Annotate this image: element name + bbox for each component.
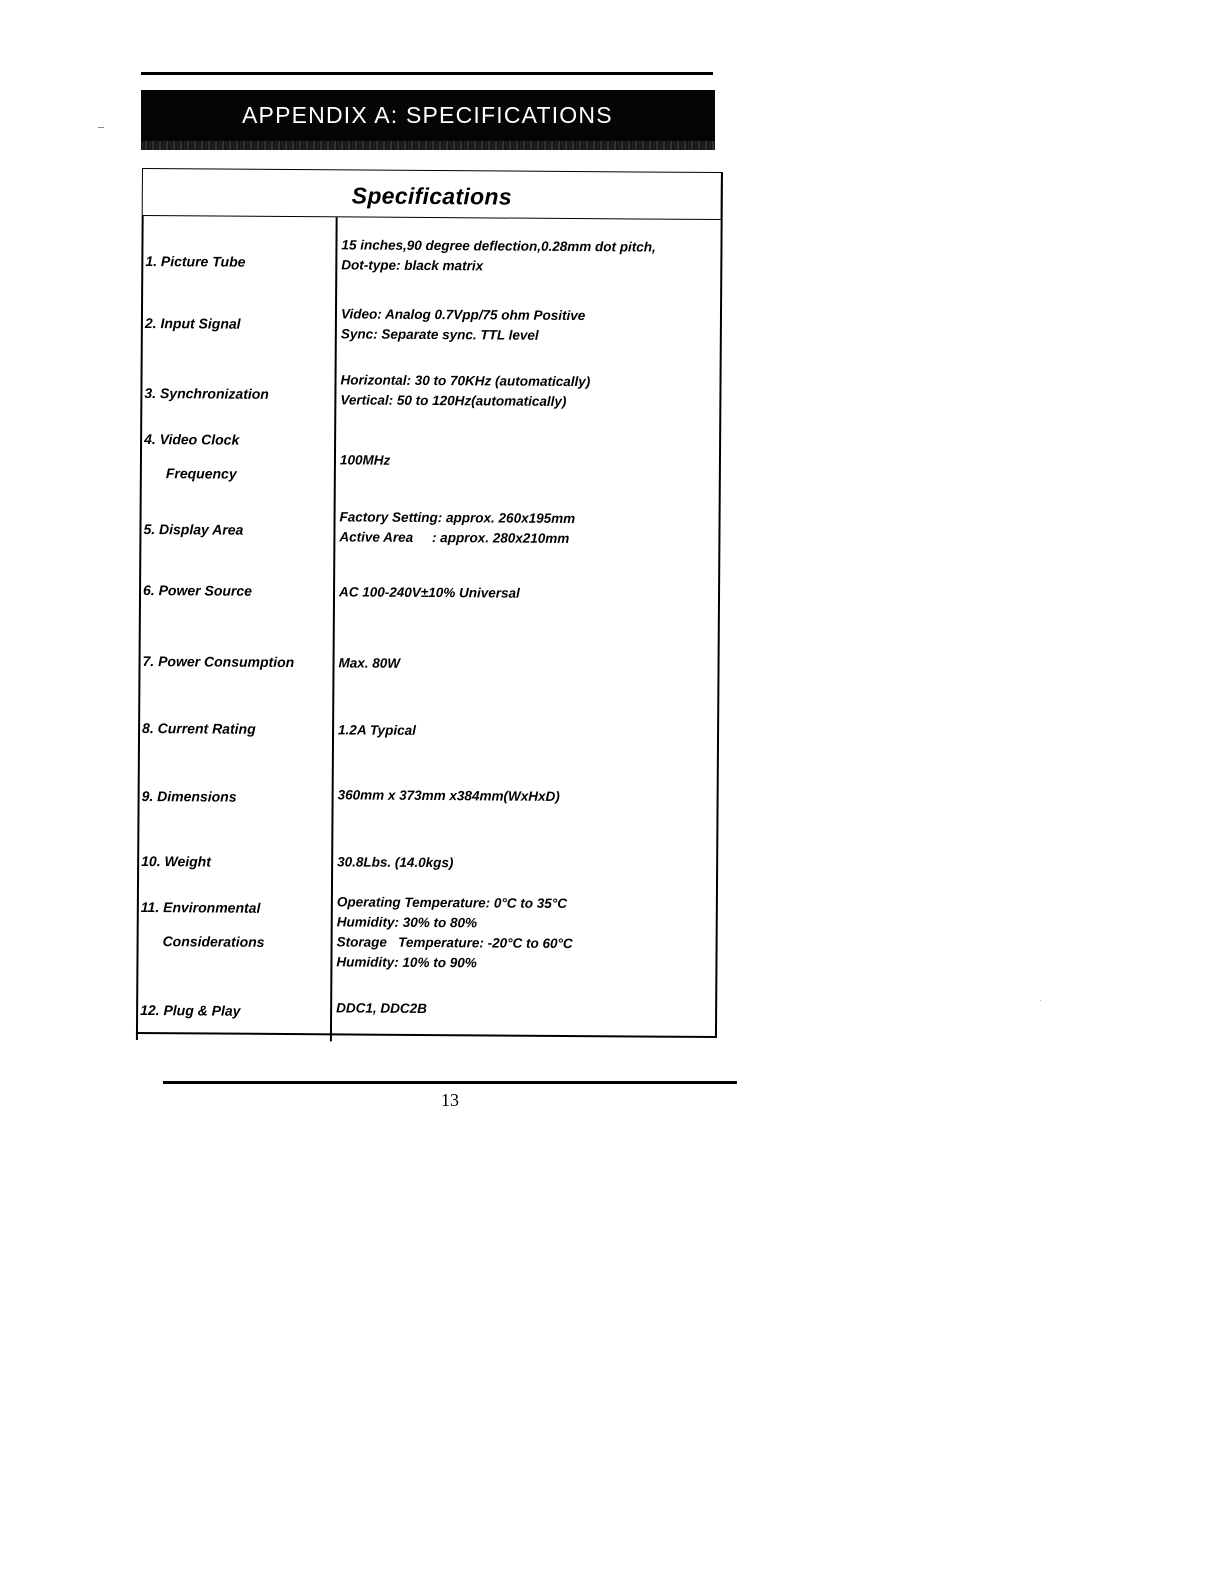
- top-rule: [141, 72, 713, 75]
- spec-value-picture-tube: [341, 235, 721, 278]
- spec-value-power-source: [339, 582, 719, 605]
- spec-value-input-signal: [341, 304, 721, 347]
- spec-value-line: 15 inches,90 degree deflection,0.28mm dot pitch,: [341, 237, 656, 255]
- spec-label-line: 11. Environmental: [140, 899, 261, 916]
- spec-value-line: Max. 80W: [338, 655, 401, 671]
- specifications-table: [136, 168, 742, 1046]
- spec-label-environmental: [140, 890, 328, 959]
- appendix-title: APPENDIX A: SPECIFICATIONS: [242, 102, 613, 128]
- spec-value-line: Storage Temperature: -20°C to 60°C: [336, 934, 573, 952]
- page-number: 13: [441, 1090, 459, 1110]
- spec-value-line: Sync: Separate sync. TTL level: [340, 326, 539, 343]
- spec-label-picture-tube: 1. Picture Tube: [145, 253, 246, 270]
- spec-label-current-rating: 8. Current Rating: [142, 720, 256, 737]
- spec-label-plug-and-play: 12. Plug & Play: [140, 1002, 241, 1019]
- header-grain: [141, 141, 715, 150]
- spec-value-line: 1.2A Typical: [338, 722, 416, 738]
- spec-value-line: AC 100-240V±10% Universal: [338, 584, 520, 601]
- spec-value-weight: [337, 852, 717, 875]
- spec-value-dimensions: [338, 785, 718, 808]
- spec-label-line: 4. Video Clock: [144, 431, 240, 448]
- spec-value-line: Dot-type: black matrix: [341, 257, 484, 274]
- spec-value-current-rating: [338, 720, 718, 743]
- scan-speck: [1040, 1000, 1041, 1001]
- spec-value-line: Horizontal: 30 to 70KHz (automatically): [340, 372, 591, 390]
- spec-value-power-consumption: [338, 653, 718, 676]
- spec-value-line: Active Area : approx. 280x210mm: [339, 529, 570, 546]
- spec-table-title: Specifications: [351, 182, 512, 210]
- spec-value-environmental: [336, 892, 717, 975]
- spec-value-video-clock: [340, 450, 720, 473]
- spec-title-box: [142, 168, 722, 220]
- spec-value-line: Humidity: 30% to 80%: [336, 914, 478, 931]
- spec-value-line: DDC1, DDC2B: [336, 1000, 427, 1017]
- spec-label-dimensions: 9. Dimensions: [141, 788, 237, 805]
- spec-value-line: Vertical: 50 to 120Hz(automatically): [340, 392, 567, 409]
- appendix-header-bar: [141, 90, 715, 150]
- spec-value-line: Operating Temperature: 0°C to 35°C: [336, 894, 568, 911]
- spec-label-video-clock: [144, 422, 332, 491]
- table-bottom-border: [136, 1032, 717, 1038]
- spec-value-line: 30.8Lbs. (14.0kgs): [337, 854, 454, 871]
- spec-value-line: 100MHz: [339, 452, 391, 468]
- bottom-rule: [163, 1081, 737, 1084]
- spec-value-line: Video: Analog 0.7Vpp/75 ohm Positive: [340, 306, 586, 324]
- spec-value-plug-and-play: [336, 998, 716, 1021]
- spec-label-weight: 10. Weight: [141, 853, 211, 870]
- spec-label-synchronization: 3. Synchronization: [144, 385, 269, 402]
- spec-label-line: Considerations: [162, 933, 265, 950]
- spec-value-display-area: [339, 507, 719, 550]
- spec-label-power-consumption: 7. Power Consumption: [142, 653, 295, 671]
- spec-value-synchronization: [340, 370, 720, 413]
- spec-label-input-signal: 2. Input Signal: [144, 315, 241, 332]
- spec-value-line: Factory Setting: approx. 260x195mm: [339, 509, 576, 527]
- scan-speck: [98, 127, 104, 128]
- spec-label-power-source: 6. Power Source: [142, 582, 253, 599]
- spec-value-line: Humidity: 10% to 90%: [336, 954, 477, 971]
- spec-label-line: Frequency: [165, 465, 237, 482]
- spec-value-line: 360mm x 373mm x384mm(WxHxD): [337, 787, 560, 804]
- spec-label-display-area: 5. Display Area: [143, 521, 244, 538]
